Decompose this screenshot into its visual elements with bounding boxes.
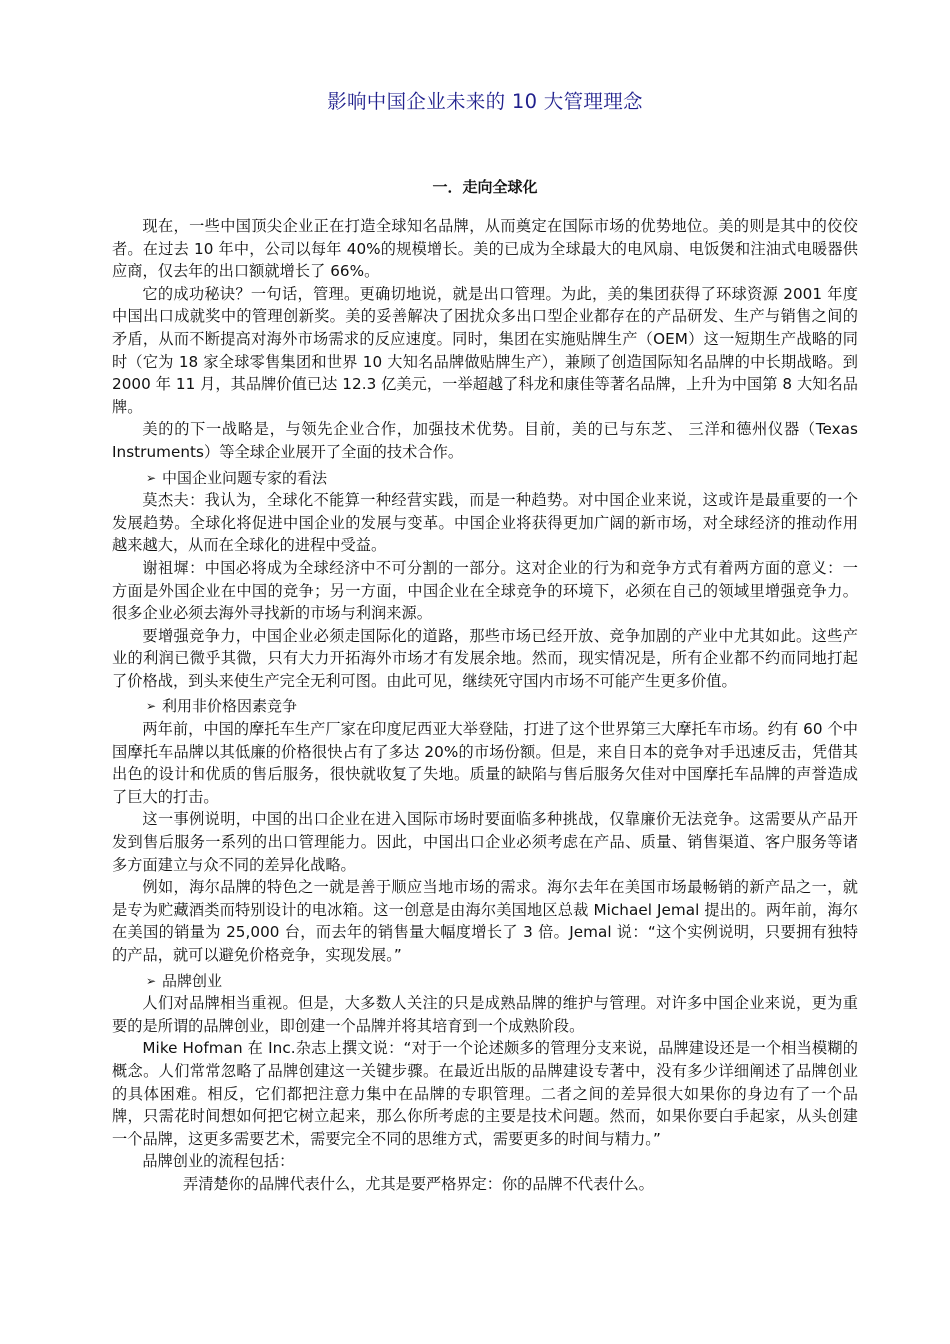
subheading-label: 利用非价格因素竞争 xyxy=(162,697,298,716)
paragraph: 莫杰夫：我认为，全球化不能算一种经营实践，而是一种趋势。对中国企业来说，这或许是最重要的一个发展趋势。全球化将促进中国企业的发展与变革。中国企业将获得更加广阔的新市场，对全球经济的推动作用越来越大，从而在全球化的进程中受益。 xyxy=(112,491,858,555)
subheading-nonprice xyxy=(112,695,858,718)
paragraph: 两年前，中国的摩托车生产厂家在印度尼西亚大举登陆，打进了这个世界第三大摩托车市场。约有 60 个中国摩托车品牌以其低廉的价格很快占有了多达 20%的市场份额。但是，来自日本的竞争对手迅速反击，凭借其出色的设计和优质的售后服务，很快就收复了失地。质量的缺陷与售后服务欠佳对中国摩托车品牌的声誉造成了巨大的打击。 xyxy=(112,720,858,806)
subheading-experts xyxy=(112,467,858,490)
paragraph: 现在，一些中国顶尖企业正在打造全球知名品牌，从而奠定在国际市场的优势地位。美的则是其中的佼佼者。在过去 10 年中，公司以每年 40%的规模增长。美的已成为全球最大的电风扇、电饭煲和注油式电暖器供应商，仅去年的出口额就增长了 66%。 xyxy=(112,217,858,281)
arrow-bullet-icon: ➢ xyxy=(146,699,157,714)
paragraph: 要增强竞争力，中国企业必须走国际化的道路，那些市场已经开放、竞争加剧的产业中尤其如此。这些产业的利润已微乎其微，只有大力开拓海外市场才有发展余地。然而，现实情况是，所有企业都不约而同地打起了价格战，到头来使生产完全无利可图。由此可见，继续死守国内市场不可能产生更多价值。 xyxy=(112,626,858,690)
document-body xyxy=(112,215,858,1196)
paragraph: Mike Hofman 在 Inc.杂志上撰文说：“对于一个论述颇多的管理分支来说，品牌建设还是一个相当模糊的概念。人们常常忽略了品牌创建这一关键步骤。在最近出版的品牌建设专著中，没有多少详细阐述了品牌创业的具体困难。相反，它们都把注意力集中在品牌的专职管理。二者之间的差异很大如果你的身边有了一个品牌，只需花时间想如何把它树立起来，那么你所考虑的主要是技术问题。然而，如果你要白手起家，从头创建一个品牌，这更多需要艺术，需要完全不同的思维方式，需要更多的时间与精力。” xyxy=(112,1039,858,1148)
document-title: 影响中国企业未来的 10 大管理理念 xyxy=(327,90,643,113)
subheading-brand xyxy=(112,970,858,993)
paragraph: 人们对品牌相当重视。但是，大多数人关注的只是成熟品牌的维护与管理。对许多中国企业来说，更为重要的是所谓的品牌创业，即创建一个品牌并将其培育到一个成熟阶段。 xyxy=(112,994,858,1035)
subheading-label: 品牌创业 xyxy=(162,971,223,990)
process-step: 弄清楚你的品牌代表什么，尤其是要严格界定：你的品牌不代表什么。 xyxy=(183,1174,654,1193)
arrow-bullet-icon: ➢ xyxy=(146,470,157,485)
section-heading: 一．走向全球化 xyxy=(432,178,538,196)
subheading-label: 中国企业问题专家的看法 xyxy=(162,468,328,487)
process-label: 品牌创业的流程包括： xyxy=(142,1152,295,1171)
paragraph: 谢祖墀：中国必将成为全球经济中不可分割的一部分。这对企业的行为和竞争方式有着两方面的意义：一方面是外国企业在中国的竞争；另一方面，中国企业在全球竞争的环境下，必须在自己的领域里增强竞争力。很多企业必须去海外寻找新的市场与利润来源。 xyxy=(112,558,858,623)
arrow-bullet-icon: ➢ xyxy=(146,973,157,988)
paragraph: 例如，海尔品牌的特色之一就是善于顺应当地市场的需求。海尔去年在美国市场最畅销的新产品之一，就是专为贮藏酒类而特别设计的电冰箱。这一创意是由海尔美国地区总裁 Michael Jemal 提出的。两年前，海尔在美国的销量为 25,000 台，而去年的销售量大幅度增长了 3 倍。Jemal 说：“这个实例说明，只要拥有独特的产品，就可以避免价格竞争，实现发展。” xyxy=(112,878,858,964)
paragraph: 它的成功秘诀？一句话，管理。更确切地说，就是出口管理。为此，美的集团获得了环球资源 2001 年度中国出口成就奖中的管理创新奖。美的妥善解决了困扰众多出口型企业都存在的产品研发、生产与销售之间的矛盾，从而不断提高对海外市场需求的反应速度。同时，集团在实施贴牌生产（OEM）这一短期生产战略的同时（它为 18 家全球零售集团和世界 10 大知名品牌做贴牌生产），兼顾了创造国际知名品牌的中长期战略。到 2000 年 11 月，其品牌价值已达 12.3 亿美元，一举超越了科龙和康佳等著名品牌，上升为中国第 8 大知名品牌。 xyxy=(112,284,858,416)
paragraph: 这一事例说明，中国的出口企业在进入国际市场时要面临多种挑战，仅靠廉价无法竞争。这需要从产品开发到售后服务一系列的出口管理能力。因此，中国出口企业必须考虑在产品、质量、销售渠道、客户服务等诸多方面建立与众不同的差异化战略。 xyxy=(112,810,858,874)
paragraph: 美的的下一战略是，与领先企业合作，加强技术优势。目前，美的已与东芝、 三洋和德州仪器（Texas Instruments）等全球企业展开了全面的技术合作。 xyxy=(112,420,858,461)
